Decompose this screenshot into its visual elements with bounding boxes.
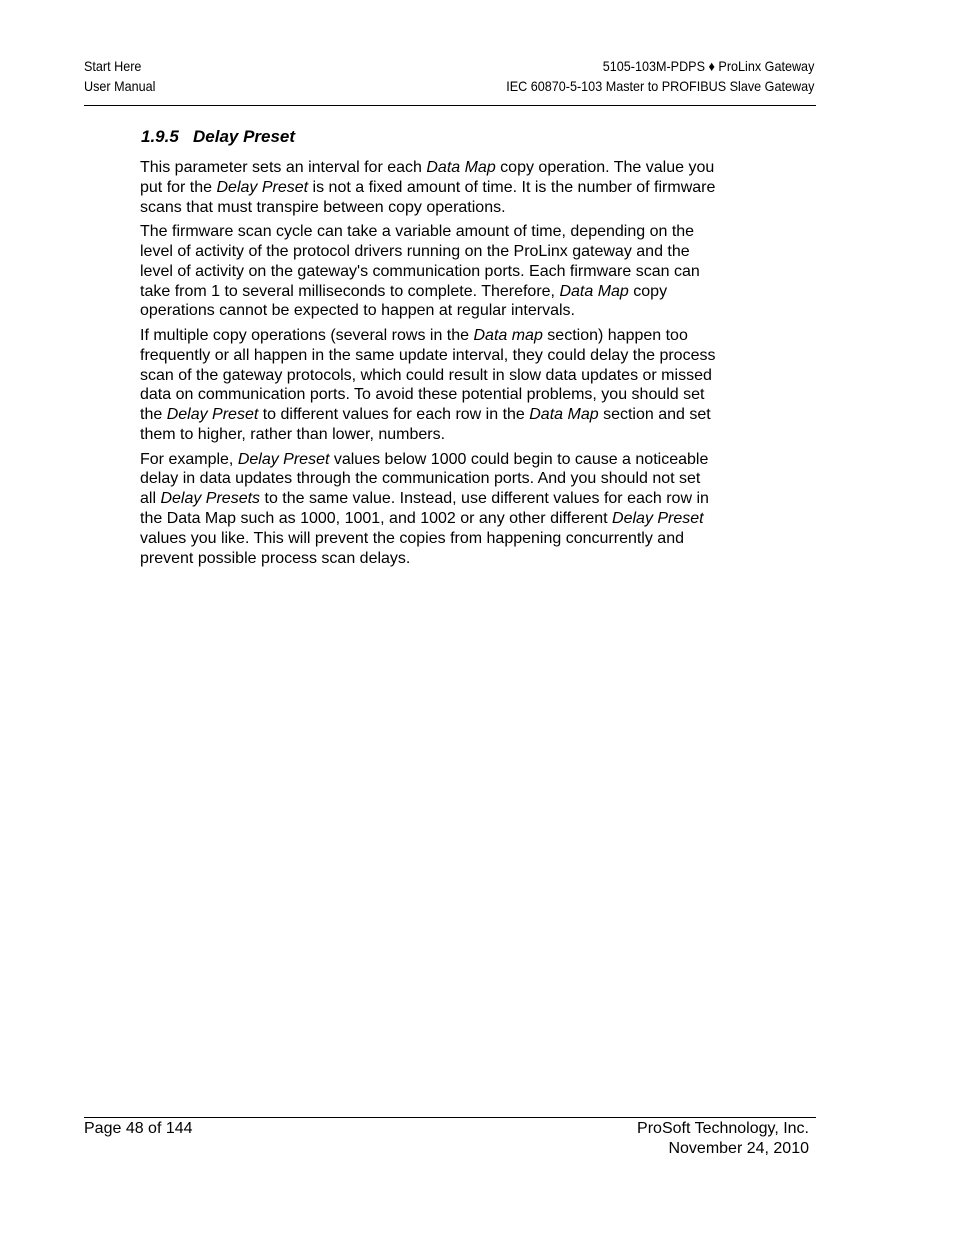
running-header-left: [84, 57, 155, 96]
text-line: [140, 198, 765, 218]
page-number: Page 48 of 144: [84, 1120, 193, 1137]
text-run: data on communication ports. To avoid these potential problems, you should set: [140, 386, 705, 404]
text-line: [140, 242, 765, 262]
text-line: [140, 425, 765, 445]
body-text: [140, 158, 765, 573]
text-run: take from 1 to several milliseconds to complete. Therefore,: [140, 282, 560, 300]
section-title: Delay Preset: [192, 127, 296, 146]
italic-term: Delay Preset: [166, 406, 259, 424]
text-line: [140, 262, 765, 282]
text-line: [140, 222, 765, 242]
product-description-label: IEC 60870-5-103 Master to PROFIBUS Slave Gateway: [505, 77, 814, 94]
text-line: [140, 158, 765, 178]
text-run: For example,: [140, 450, 238, 468]
text-run: all: [140, 490, 161, 508]
text-run: level of activity of the protocol drivers running on the ProLinx gateway and the: [140, 242, 690, 260]
publication-date: November 24, 2010: [668, 1140, 809, 1157]
italic-term: Delay Preset: [237, 450, 330, 468]
company-name: ProSoft Technology, Inc.: [637, 1120, 809, 1137]
text-line: [140, 385, 765, 405]
running-header-right: [506, 57, 814, 96]
text-run: frequently or all happen in the same update interval, they could delay the process: [140, 346, 716, 364]
text-run: scan of the gateway protocols, which could result in slow data updates or missed: [140, 366, 712, 384]
text-run: level of activity on the gateway's communication ports. Each firmware scan can: [140, 262, 700, 280]
text-line: [140, 405, 765, 425]
text-run: values you like. This will prevent the copies from happening concurrently and: [140, 529, 684, 547]
italic-term: Data map: [473, 326, 543, 344]
text-line: [140, 469, 765, 489]
header-divider: [84, 105, 816, 106]
text-line: [140, 178, 765, 198]
text-line: [140, 282, 765, 302]
footer-right: [637, 1119, 809, 1159]
text-line: [140, 326, 765, 346]
text-run: prevent possible process scan delays.: [140, 549, 411, 567]
footer-divider: [84, 1117, 816, 1118]
italic-term: Data Map: [529, 406, 599, 424]
document-section-label: Start Here: [84, 58, 142, 74]
italic-term: Data Map: [426, 159, 496, 176]
text-run: is not a fixed amount of time. It is the number of firmware: [308, 178, 716, 196]
text-line: [140, 529, 765, 549]
text-run: to the same value. Instead, use different values for each row in: [260, 490, 709, 508]
text-run: This parameter sets an interval for each: [140, 159, 427, 176]
text-line: [140, 346, 765, 366]
text-line: [140, 301, 765, 321]
text-line: [140, 509, 765, 529]
text-run: the: [140, 406, 167, 424]
text-run: delay in data updates through the communication ports. And you should not set: [140, 470, 701, 488]
text-run: copy: [628, 282, 668, 300]
text-line: [140, 450, 765, 470]
text-run: to different values for each row in the: [258, 406, 530, 424]
text-run: The firmware scan cycle can take a variable amount of time, depending on the: [140, 223, 695, 241]
section-number: 1.9.5: [141, 127, 179, 146]
text-run: the Data Map such as 1000, 1001, and 1002 or any other different: [140, 509, 613, 527]
italic-term: Delay Preset: [216, 178, 309, 196]
section-heading: [141, 126, 295, 148]
text-run: scans that must transpire between copy operations.: [140, 198, 506, 216]
text-line: [140, 489, 765, 509]
document-type-label: User Manual: [84, 77, 156, 94]
body-paragraph: [140, 222, 765, 321]
text-run: them to higher, rather than lower, numbers.: [140, 425, 446, 443]
product-code-label: 5105-103M-PDPS ♦ ProLinx Gateway: [602, 58, 814, 74]
text-run: copy operation. The value you: [495, 159, 715, 176]
text-run: put for the: [140, 178, 217, 196]
text-run: If multiple copy operations (several rows in the: [140, 326, 474, 344]
text-run: values below 1000 could begin to cause a noticeable: [329, 450, 709, 468]
body-paragraph: [140, 158, 765, 217]
body-paragraph: [140, 326, 765, 445]
italic-term: Delay Preset: [612, 509, 704, 527]
italic-term: Delay Presets: [160, 490, 261, 508]
text-run: section) happen too: [542, 326, 688, 344]
body-paragraph: [140, 450, 765, 569]
text-line: [140, 549, 765, 569]
text-run: section and set: [598, 406, 711, 424]
text-run: operations cannot be expected to happen at regular intervals.: [140, 302, 575, 320]
text-line: [140, 366, 765, 386]
italic-term: Data Map: [559, 282, 629, 300]
